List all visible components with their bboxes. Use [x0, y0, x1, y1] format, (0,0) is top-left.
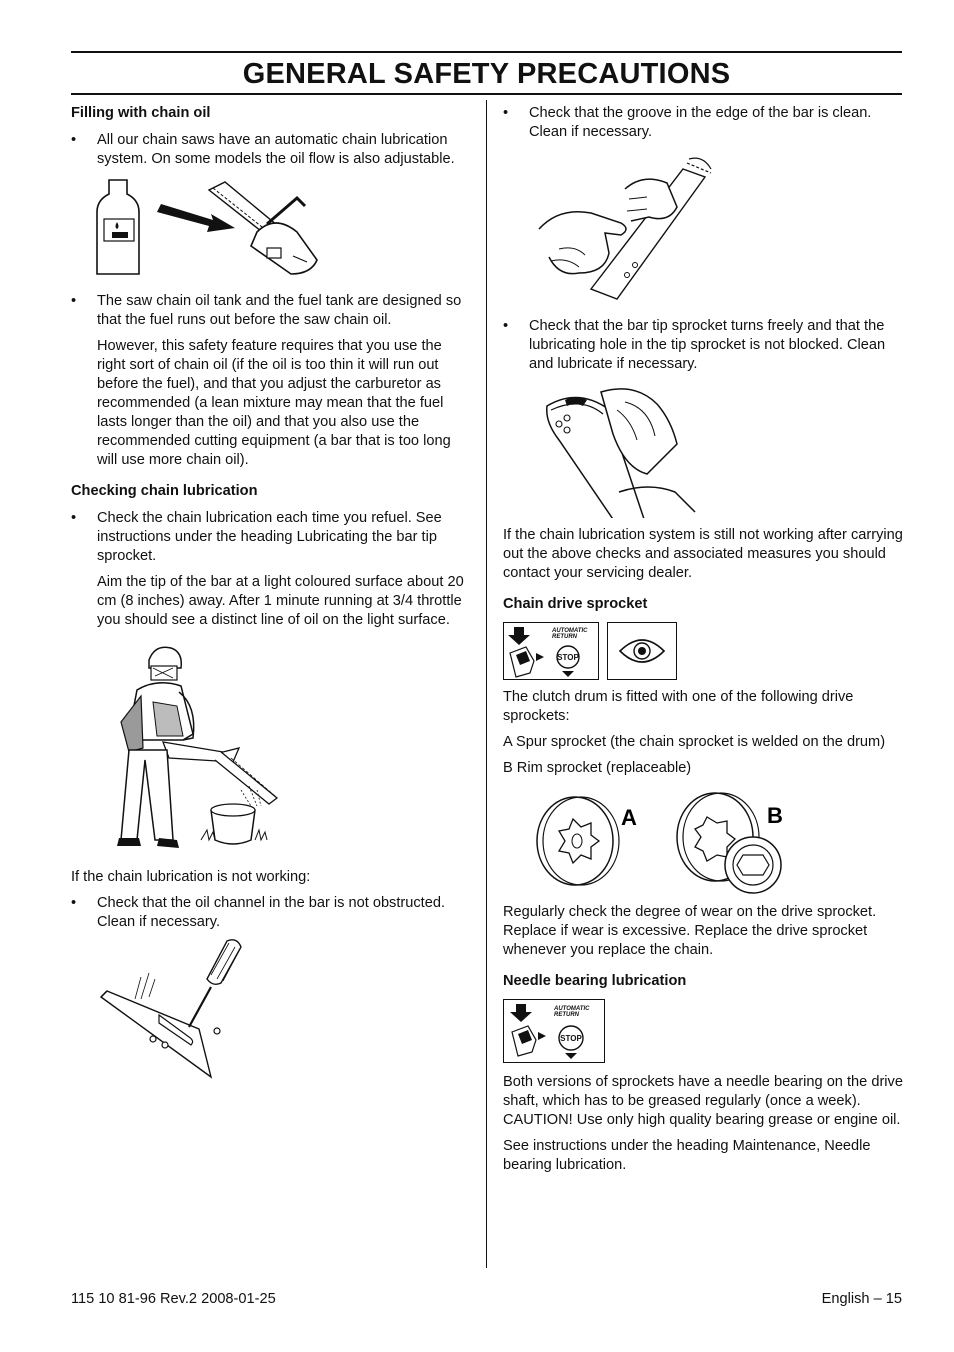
list-item: • Check the chain lubrication each time you refuel. See instructions under the heading Lubricating the bar tip sprocket.	[71, 510, 442, 564]
paragraph: If the chain lubrication is not working:	[71, 869, 311, 885]
list-item: • Check that the oil channel in the bar is not obstructed. Clean if necessary.	[71, 895, 446, 930]
paragraph: See instructions under the heading Maintenance, Needle bearing lubrication.	[503, 1138, 871, 1173]
list-item: • The saw chain oil tank and the fuel tank are designed so that the fuel runs out before the saw chain oil.	[71, 293, 462, 328]
paragraph: Both versions of sprockets have a needle bearing on the drive shaft, which has to be greased regularly (once a week). CAUTION! Use only high quality bearing grease or engine oil.	[503, 1074, 903, 1128]
sprocket-label-b: B	[767, 803, 783, 828]
list-item: • Check that the bar tip sprocket turns freely and that the lubricating hole in the tip sprocket is not blocked. Clean and lubricate if necessary.	[503, 318, 886, 372]
operator-checking-lubrication-illustration	[71, 640, 471, 860]
bar-tip-sprocket-illustration	[529, 382, 903, 518]
maintenance-symbols-row	[503, 622, 903, 682]
left-column	[71, 104, 471, 1095]
stop-label: STOP	[560, 1034, 582, 1043]
column-divider	[486, 100, 487, 1268]
bar-groove-cleaning-illustration	[529, 149, 903, 309]
section-heading-needle-bearing: Needle bearing lubrication	[503, 973, 687, 989]
right-column	[503, 104, 903, 1182]
stop-label: STOP	[557, 653, 579, 662]
paragraph: Aim the tip of the bar at a light coloured surface about 20 cm (8 inches) away. After 1 minute running at 3/4 throttle you should see a distinct line of oil on the light surface.	[97, 574, 464, 628]
auto-return-label: AUTOMATIC	[552, 628, 588, 634]
needle-bearing-symbol-row	[503, 999, 903, 1065]
paragraph: The clutch drum is fitted with one of the following drive sprockets:	[503, 689, 854, 724]
list-item-a: A Spur sprocket (the chain sprocket is welded on the drum)	[503, 734, 886, 750]
list-item: • Check that the groove in the edge of the bar is clean. Clean if necessary.	[503, 105, 872, 140]
list-item: • All our chain saws have an automatic chain lubrication system. On some models the oil flow is also adjustable.	[71, 132, 455, 167]
stop-switch-symbol	[503, 622, 599, 680]
sprocket-types-illustration	[503, 785, 903, 895]
sprocket-label-a: A	[621, 805, 637, 830]
footer-page-number: English – 15	[821, 1291, 902, 1307]
oil-filling-illustration	[71, 176, 471, 284]
section-heading-checking: Checking chain lubrication	[71, 483, 258, 499]
list-item-b: B Rim sprocket (replaceable)	[503, 760, 692, 776]
footer-document-id: 115 10 81-96 Rev.2 2008-01-25	[71, 1291, 276, 1307]
paragraph: Regularly check the degree of wear on the drive sprocket. Replace if wear is excessive. Replace the drive sprocket whenever you replace the chain.	[503, 904, 877, 958]
bar-oil-channel-screwdriver-illustration	[71, 939, 471, 1087]
auto-return-label: RETURN	[552, 634, 577, 640]
eye-inspect-symbol	[607, 622, 677, 680]
section-heading-drive-sprocket: Chain drive sprocket	[503, 596, 648, 612]
paragraph: However, this safety feature requires that you use the right sort of chain oil (if the oil is too thin it will run out before the fuel), and that you adjust the carburetor as recommended (a lean mixture may mean that the fuel lasts longer than the oil) and that you also use the recommended cutting equipment (a bar that is too long will use more chain oil).	[97, 338, 451, 468]
auto-return-label: AUTOMATIC	[554, 1006, 590, 1012]
auto-return-label: RETURN	[554, 1012, 579, 1018]
section-heading-filling: Filling with chain oil	[71, 105, 211, 121]
stop-switch-symbol	[503, 999, 605, 1063]
paragraph: If the chain lubrication system is still not working after carrying out the above checks and associated measures you should contact your servicing dealer.	[503, 527, 903, 581]
header-rule-top	[71, 51, 902, 53]
header-rule-bottom	[71, 93, 902, 95]
page-title: GENERAL SAFETY PRECAUTIONS	[242, 58, 731, 90]
